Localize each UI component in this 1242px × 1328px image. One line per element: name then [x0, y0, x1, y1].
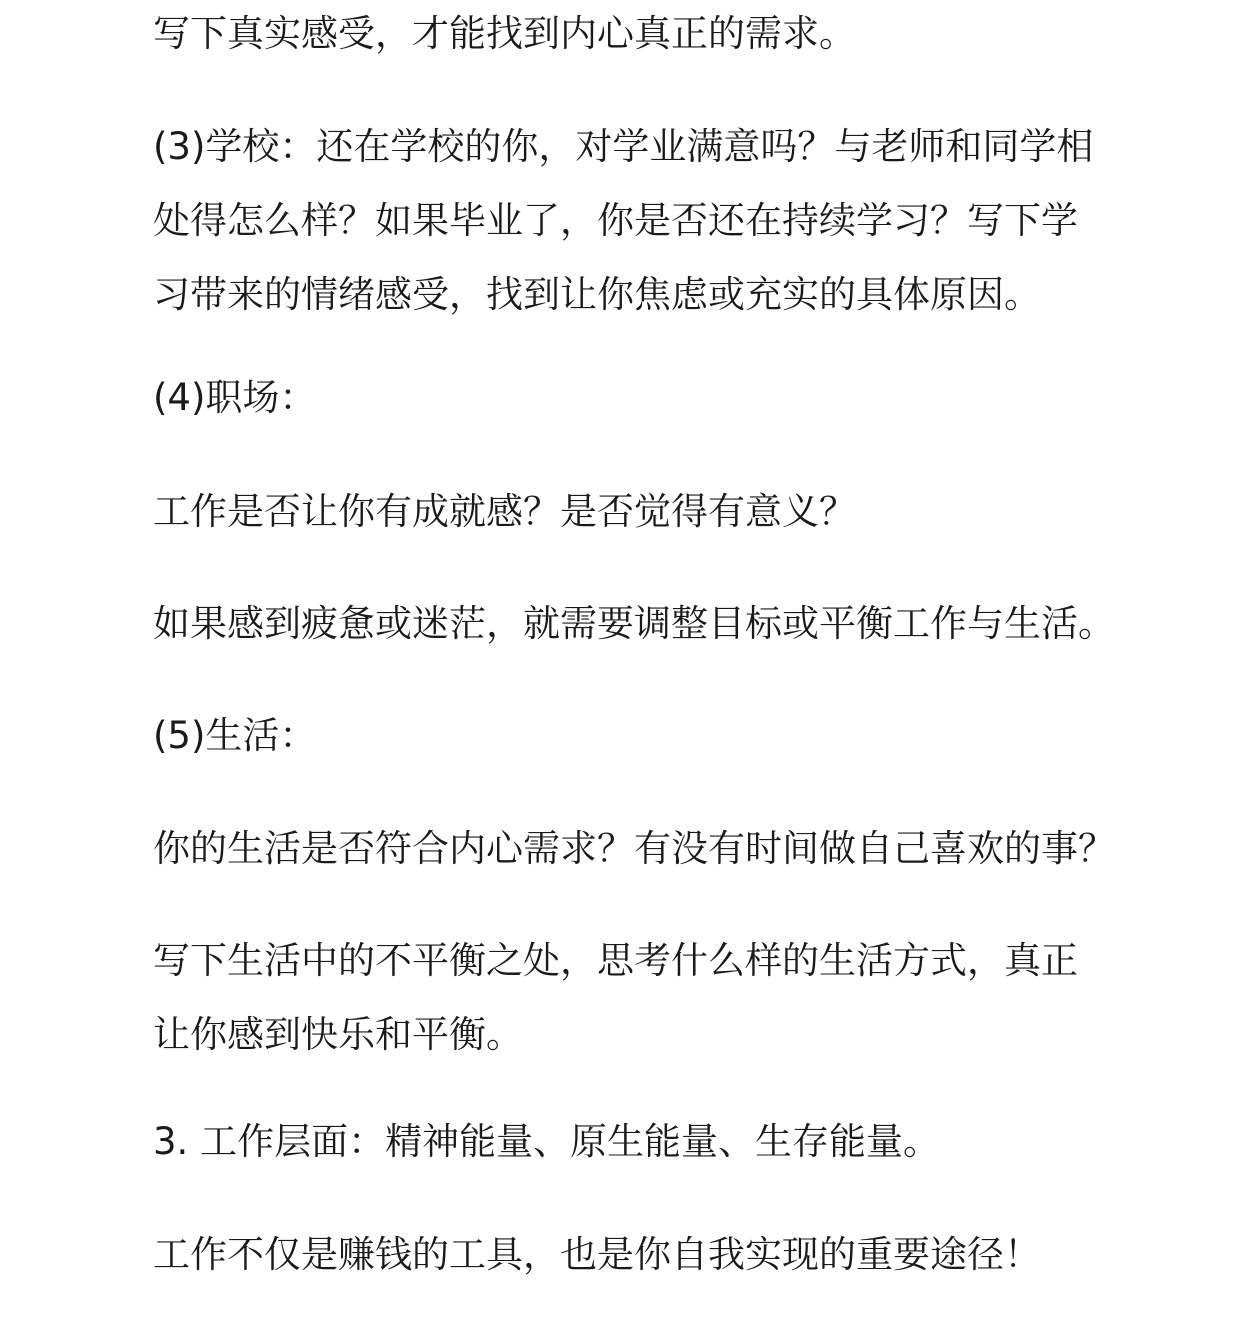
text-line: 3. 工作层面：精神能量、原生能量、生存能量。 [153, 1120, 941, 1163]
text-line: 工作不仅是赚钱的工具，也是你自我实现的重要途径！ [153, 1233, 1041, 1276]
text-line: 让你感到快乐和平衡。 [153, 1013, 523, 1056]
text-line: 你的生活是否符合内心需求？有没有时间做自己喜欢的事？ [153, 827, 1115, 870]
paragraph-school [153, 110, 1093, 332]
text-line: (3)学校：还在学校的你，对学业满意吗？与老师和同学相 [153, 125, 1094, 168]
text-line: (4)职场： [153, 376, 317, 419]
paragraph-workplace-question [153, 475, 856, 549]
text-line: (5)生活： [153, 714, 317, 757]
text-line: 写下真实感受，才能找到内心真正的需求。 [153, 12, 856, 55]
heading-life [153, 699, 316, 773]
paragraph-intro-end [153, 0, 856, 71]
text-line: 写下生活中的不平衡之处，思考什么样的生活方式，真正 [153, 939, 1078, 982]
paragraph-life-question [153, 812, 1115, 886]
text-line: 处得怎么样？如果毕业了，你是否还在持续学习？写下学 [153, 199, 1078, 242]
heading-workplace [153, 361, 316, 435]
heading-work-level [153, 1105, 940, 1179]
paragraph-workplace-advice [153, 587, 1115, 661]
text-line: 习带来的情绪感受，找到让你焦虑或充实的具体原因。 [153, 273, 1041, 316]
paragraph-work-meaning [153, 1218, 1041, 1292]
text-line: 工作是否让你有成就感？是否觉得有意义？ [153, 490, 856, 533]
paragraph-life-advice [153, 924, 1078, 1072]
text-line: 如果感到疲惫或迷茫，就需要调整目标或平衡工作与生活。 [153, 602, 1115, 645]
